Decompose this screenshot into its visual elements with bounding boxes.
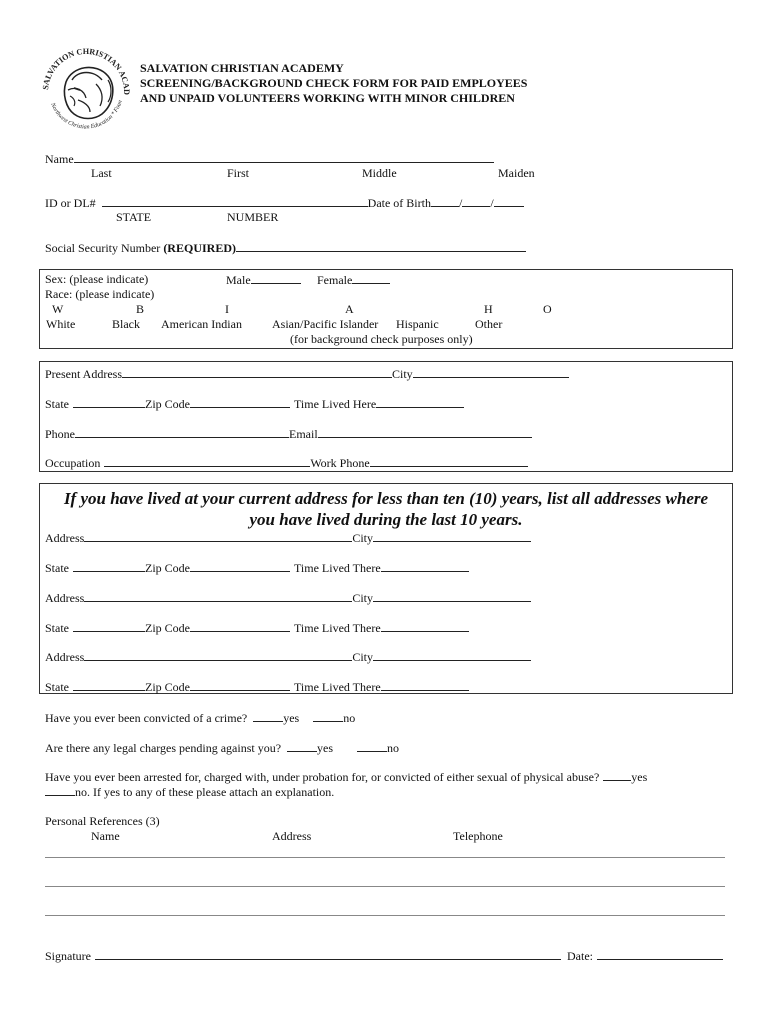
- race-name-other: Other: [475, 317, 503, 331]
- present-state-field[interactable]: [73, 396, 145, 408]
- present-zip-label: Zip Code: [145, 397, 190, 411]
- race-code-b: B: [136, 302, 145, 316]
- pending-yes-label: yes: [317, 741, 334, 755]
- header-title: SALVATION CHRISTIAN ACADEMY: [140, 61, 344, 75]
- race-note: (for background check purposes only): [290, 332, 473, 346]
- signature-label: Signature: [45, 949, 91, 963]
- dob-label: Date of Birth: [367, 196, 431, 210]
- date-field[interactable]: [597, 948, 723, 960]
- prev-city-field-3[interactable]: [373, 649, 531, 661]
- race-name-american-indian: American Indian: [161, 317, 242, 331]
- academy-logo: [38, 40, 134, 136]
- prev-address-row-2: [45, 590, 531, 605]
- dob-sep-1: /: [458, 196, 463, 210]
- present-city-label: City: [392, 367, 413, 381]
- reference-line-2[interactable]: [45, 886, 725, 887]
- race-label: Race: (please indicate): [45, 287, 155, 301]
- email-field[interactable]: [318, 426, 532, 438]
- id-sub-number: NUMBER: [227, 210, 279, 224]
- female-option: [317, 272, 390, 287]
- convicted-no-field[interactable]: [313, 710, 343, 722]
- female-label: Female: [317, 273, 353, 287]
- male-label: Male: [226, 273, 251, 287]
- dob-month-field[interactable]: [431, 195, 459, 207]
- ssn-row: [45, 240, 526, 255]
- pending-no-field[interactable]: [357, 740, 387, 752]
- dob-year-field[interactable]: [494, 195, 524, 207]
- prev-city-label: City: [352, 531, 373, 545]
- name-part-maiden: Maiden: [498, 166, 535, 180]
- references-col-telephone: Telephone: [453, 829, 503, 843]
- name-row: [45, 151, 494, 166]
- prev-state-label: State: [45, 621, 69, 635]
- present-state-label: State: [45, 397, 69, 411]
- prev-address-row-1: [45, 530, 531, 545]
- name-field[interactable]: [74, 151, 494, 163]
- prev-zip-field-3[interactable]: [190, 679, 290, 691]
- question-convicted: [45, 710, 355, 725]
- abuse-explanation-text: no. If yes to any of these please attach an explanation.: [75, 785, 335, 799]
- sex-label: Sex: (please indicate): [45, 272, 149, 286]
- prev-time-label: Time Lived There: [294, 680, 381, 694]
- question-pending: [45, 740, 399, 755]
- prev-address-label: Address: [45, 531, 85, 545]
- date-label: Date:: [567, 949, 593, 963]
- convicted-no-label: no: [343, 711, 356, 725]
- race-code-o: O: [543, 302, 552, 316]
- prev-address-field-1[interactable]: [84, 530, 352, 542]
- prev-address-field-3[interactable]: [84, 649, 352, 661]
- work-phone-field[interactable]: [370, 455, 528, 467]
- occupation-row: [45, 455, 528, 470]
- prev-state-field-1[interactable]: [73, 560, 145, 572]
- phone-field[interactable]: [75, 426, 289, 438]
- race-name-asian: Asian/Pacific Islander: [272, 317, 379, 331]
- id-sub-state: STATE: [116, 210, 152, 224]
- reference-line-3[interactable]: [45, 915, 725, 916]
- abuse-no-field[interactable]: [45, 784, 75, 796]
- male-field[interactable]: [251, 272, 301, 284]
- time-lived-here-label: Time Lived Here: [294, 397, 377, 411]
- ssn-label: Social Security Number: [45, 241, 164, 255]
- present-city-field[interactable]: [413, 366, 569, 378]
- previous-notice-line1: If you have lived at your current address for less than ten (10) years, list all addresses where: [63, 489, 709, 508]
- male-option: [226, 272, 301, 287]
- work-phone-label: Work Phone: [310, 456, 370, 470]
- signature-row: [45, 948, 723, 963]
- prev-zip-field-1[interactable]: [190, 560, 290, 572]
- prev-address-label: Address: [45, 650, 85, 664]
- dob-day-field[interactable]: [462, 195, 490, 207]
- race-code-i: I: [225, 302, 229, 316]
- ssn-field[interactable]: [236, 240, 526, 252]
- present-zip-field[interactable]: [190, 396, 290, 408]
- svg-text:SALVATION CHRISTIAN ACADEMY: SALVATION CHRISTIAN ACAD: [41, 46, 132, 95]
- prev-address-field-2[interactable]: [84, 590, 352, 602]
- prev-zip-field-2[interactable]: [190, 620, 290, 632]
- references-col-address: Address: [272, 829, 312, 843]
- prev-city-label: City: [352, 591, 373, 605]
- phone-row: [45, 426, 532, 441]
- race-name-white: White: [46, 317, 76, 331]
- prev-state-row-3: [45, 679, 469, 694]
- prev-state-field-3[interactable]: [73, 679, 145, 691]
- question-abuse-text: Have you ever been arrested for, charged with, under probation for, or convicted of either sexual of physical abuse?: [45, 770, 600, 784]
- present-address-field[interactable]: [122, 366, 392, 378]
- prev-time-field-3[interactable]: [381, 679, 469, 691]
- email-label: Email: [289, 427, 318, 441]
- occupation-label: Occupation: [45, 456, 101, 470]
- prev-address-label: Address: [45, 591, 85, 605]
- svg-text:Northwest Christian Education: Northwest Christian Education * Foun: [49, 99, 124, 131]
- present-address-row: [45, 366, 569, 381]
- question-abuse-cont: [45, 784, 334, 799]
- prev-city-field-1[interactable]: [373, 530, 531, 542]
- prev-zip-label: Zip Code: [145, 680, 190, 694]
- name-part-middle: Middle: [362, 166, 397, 180]
- occupation-field[interactable]: [104, 455, 310, 467]
- pending-no-label: no: [387, 741, 400, 755]
- race-code-w: W: [52, 302, 64, 316]
- present-state-row: [45, 396, 464, 411]
- question-abuse: [45, 769, 647, 784]
- race-name-hispanic: Hispanic: [396, 317, 439, 331]
- prev-zip-label: Zip Code: [145, 561, 190, 575]
- prev-state-label: State: [45, 561, 69, 575]
- phone-label: Phone: [45, 427, 75, 441]
- convicted-yes-field[interactable]: [253, 710, 283, 722]
- name-part-first: First: [227, 166, 250, 180]
- id-row: [45, 195, 524, 210]
- signature-field[interactable]: [95, 948, 561, 960]
- question-convicted-text: Have you ever been convicted of a crime?: [45, 711, 248, 725]
- references-col-name: Name: [91, 829, 120, 843]
- convicted-yes-label: yes: [283, 711, 300, 725]
- prev-time-field-1[interactable]: [381, 560, 469, 572]
- prev-city-label: City: [352, 650, 373, 664]
- previous-notice-line2: you have lived during the last 10 years.: [249, 510, 523, 529]
- id-label: ID or DL#: [45, 196, 96, 210]
- header-subtitle-1: SCREENING/BACKGROUND CHECK FORM FOR PAID EMPLOYEES: [140, 76, 528, 90]
- race-name-black: Black: [112, 317, 140, 331]
- race-code-h: H: [484, 302, 493, 316]
- prev-time-label: Time Lived There: [294, 621, 381, 635]
- name-label: Name: [45, 152, 74, 166]
- prev-state-row-1: [45, 560, 469, 575]
- female-field[interactable]: [352, 272, 390, 284]
- prev-address-row-3: [45, 649, 531, 664]
- ssn-required: (REQUIRED): [163, 241, 236, 255]
- reference-line-1[interactable]: [45, 857, 725, 858]
- prev-state-field-2[interactable]: [73, 620, 145, 632]
- abuse-yes-field[interactable]: [603, 769, 631, 781]
- prev-zip-label: Zip Code: [145, 621, 190, 635]
- present-address-label: Present Address: [45, 367, 122, 381]
- header-subtitle-2: AND UNPAID VOLUNTEERS WORKING WITH MINOR CHILDREN: [140, 91, 515, 105]
- pending-yes-field[interactable]: [287, 740, 317, 752]
- dob-sep-2: /: [490, 196, 494, 210]
- abuse-yes-label: yes: [631, 770, 648, 784]
- prev-state-row-2: [45, 620, 469, 635]
- id-field[interactable]: [102, 195, 368, 207]
- prev-city-field-2[interactable]: [373, 590, 531, 602]
- prev-time-label: Time Lived There: [294, 561, 381, 575]
- prev-state-label: State: [45, 680, 69, 694]
- question-pending-text: Are there any legal charges pending against you?: [45, 741, 282, 755]
- references-label: Personal References (3): [45, 814, 160, 828]
- lion-head-icon: [38, 40, 134, 136]
- time-lived-here-field[interactable]: [376, 396, 464, 408]
- name-part-last: Last: [91, 166, 112, 180]
- prev-time-field-2[interactable]: [381, 620, 469, 632]
- race-code-a: A: [345, 302, 354, 316]
